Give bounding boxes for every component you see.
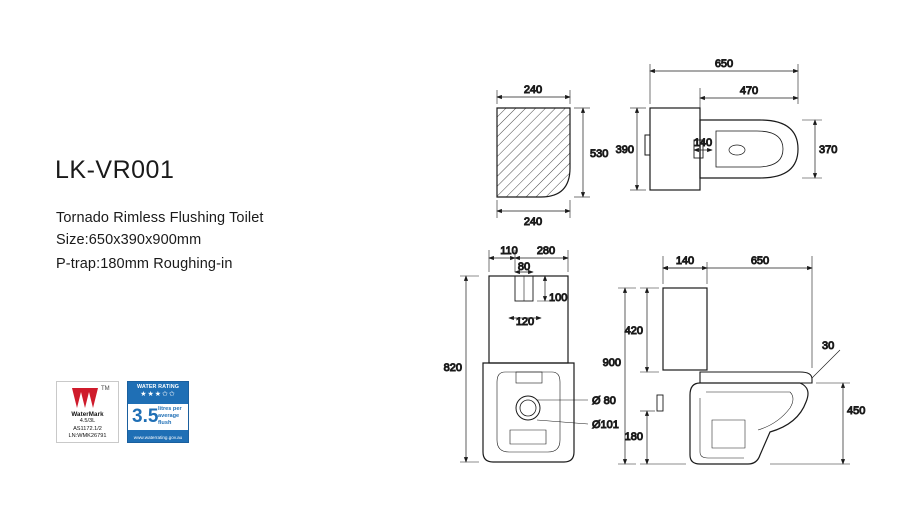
bowl-front bbox=[483, 363, 574, 462]
dim-side-650: 650 bbox=[750, 255, 770, 267]
dim-outlet-d80: Ø 80 bbox=[592, 395, 616, 407]
watermark-line-1: 4.5/3L bbox=[79, 418, 96, 424]
spec-line-product-type: Tornado Rimless Flushing Toilet bbox=[56, 210, 264, 226]
dim-side-140: 140 bbox=[675, 255, 695, 267]
seat-outline bbox=[497, 108, 570, 197]
seat-side bbox=[700, 372, 812, 383]
water-rating-stars: ★★★✩✩ bbox=[140, 391, 176, 398]
dim-side-900: 900 bbox=[602, 357, 621, 369]
dim-bowl-depth: 470 bbox=[739, 85, 759, 97]
page-title: LK-VR001 bbox=[55, 156, 175, 184]
bowl-side-inner bbox=[706, 392, 793, 430]
bowl-side-skirt bbox=[700, 398, 744, 458]
bowl-detail-bottom bbox=[510, 430, 546, 444]
dim-bowl-width: 370 bbox=[819, 144, 838, 156]
water-rating-footer: www.waterrating.gov.au bbox=[133, 435, 183, 440]
front-elevation-view bbox=[444, 245, 619, 462]
cistern-plan bbox=[650, 108, 700, 190]
inlet-tab bbox=[645, 135, 650, 155]
dim-button-100: 100 bbox=[549, 292, 568, 304]
watermark-line-2: AS1172.1/2 bbox=[73, 425, 102, 432]
water-rating-value: 3.5 bbox=[132, 406, 159, 427]
dim-front-110: 110 bbox=[500, 245, 518, 257]
dim-seat-length: 530 bbox=[590, 148, 609, 160]
dim-outlet-d101: Ø101 bbox=[592, 419, 619, 431]
seat-plan-view bbox=[497, 84, 608, 228]
spec-line-trap: P-trap:180mm Roughing-in bbox=[56, 256, 233, 272]
bowl-rim-inner bbox=[716, 131, 783, 167]
dim-overall-depth: 650 bbox=[714, 58, 734, 70]
dim-button-120: 120 bbox=[515, 316, 535, 328]
dim-side-30: 30 bbox=[822, 340, 835, 352]
dim-button-80: 80 bbox=[517, 261, 531, 273]
side-elevation-view bbox=[603, 255, 866, 464]
trap-detail bbox=[712, 420, 745, 448]
dim-seat-width-bottom: 240 bbox=[523, 216, 543, 228]
spec-line-size: Size:650x390x900mm bbox=[56, 232, 202, 248]
inlet-side bbox=[657, 395, 663, 411]
bowl-front-inner bbox=[497, 372, 560, 452]
dim-front-820: 820 bbox=[443, 362, 462, 374]
dim-side-180: 180 bbox=[624, 431, 643, 443]
dim-button-offset: 140 bbox=[693, 137, 713, 149]
water-rating-title: WATER RATING bbox=[136, 384, 180, 390]
dim-cistern-width: 390 bbox=[615, 144, 634, 156]
watermark-line-3: LN:WMK26791 bbox=[68, 433, 107, 439]
bowl-detail-top bbox=[516, 372, 542, 383]
flush-outlet-plan bbox=[729, 145, 745, 155]
watermark-name: WaterMark bbox=[71, 411, 104, 418]
cistern-side bbox=[663, 288, 707, 370]
water-rating-units: litres per average flush bbox=[158, 406, 182, 426]
top-plan-view bbox=[616, 58, 838, 190]
watermark-trademark-symbol: TM bbox=[101, 386, 110, 392]
bowl-side bbox=[690, 383, 808, 464]
dim-seat-width-top: 240 bbox=[523, 84, 543, 96]
dim-side-450: 450 bbox=[847, 405, 866, 417]
dim-front-280: 280 bbox=[536, 245, 556, 257]
dim-side-420: 420 bbox=[624, 325, 643, 337]
outlet-circle-inner bbox=[520, 400, 536, 416]
